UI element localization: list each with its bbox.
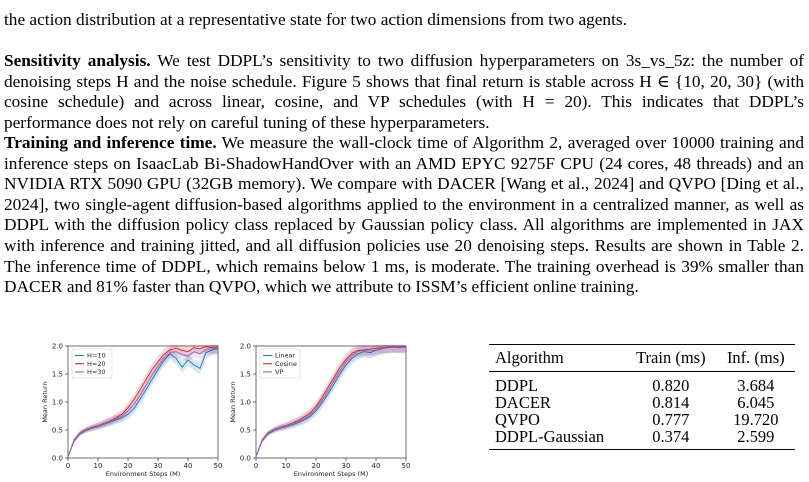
- sensitivity-paragraph: [4, 51, 804, 133]
- table-cell: 19.720: [733, 410, 779, 429]
- table-cell: 6.045: [737, 393, 775, 412]
- training-body: We measure the wall-clock time of Algorithm 2, averaged over 10000 training and inference steps on IsaacLab Bi-ShadowHandOver with an AMD EPYC 9275F CPU (24 cores, 48 threads) and an NVIDIA RTX 5090 GPU (32GB memory). We compare with DACER [Wang et al., 2024] and QVPO [Ding et al., 2024], two single-agent diffusion-based algorithms applied to the environment in a centralized manner, as well as DDPL with the diffusion policy class replaced by Gaussian policy class. All algorithms are implemented in JAX with inference and training jitted, and all diffusion policies use 20 denoising steps. Results are shown in Table 2. The inference time of DDPL, which remains below 1 ms, is moderate. The training overhead is 39% smaller than DACER and 81% faster than QVPO, which we attribute to ISSM’s efficient online training.: [4, 133, 804, 297]
- x-tick-label: 40: [183, 462, 193, 470]
- x-tick-label: 50: [401, 462, 411, 470]
- y-tick-label: 0.0: [51, 454, 63, 463]
- table-cell: 3.684: [737, 376, 775, 395]
- y-axis-label: Mean Return: [41, 381, 49, 423]
- y-tick-label: 1.5: [239, 370, 251, 379]
- table-cell: DDPL-Gaussian: [495, 427, 605, 446]
- legend-label: H=10: [87, 351, 106, 360]
- legend-label: VP: [275, 368, 284, 377]
- table-cell: 0.777: [652, 410, 690, 429]
- schedule-sensitivity-chart: [226, 340, 416, 478]
- x-tick-label: 50: [213, 462, 223, 470]
- y-tick-label: 0.0: [239, 454, 251, 463]
- timing-table: [489, 344, 795, 450]
- x-tick-label: 10: [281, 462, 291, 470]
- training-paragraph: [4, 133, 804, 298]
- table-header-train: Train (ms): [636, 348, 706, 367]
- y-axis-label: Mean Return: [229, 381, 237, 423]
- x-axis-label: Environment Steps (M): [293, 470, 369, 478]
- x-tick-label: 30: [341, 462, 351, 470]
- table-cell: DACER: [495, 393, 551, 412]
- table-row: [489, 428, 795, 450]
- x-axis-label: Environment Steps (M): [105, 470, 181, 478]
- x-tick-label: 20: [311, 462, 321, 470]
- table-cell: 0.374: [652, 427, 690, 446]
- legend-label: Cosine: [275, 359, 297, 368]
- table-cell: 0.820: [652, 376, 690, 395]
- y-tick-label: 0.5: [51, 426, 63, 435]
- table-header-inference: Inf. (ms): [726, 348, 785, 367]
- legend-label: H=30: [87, 368, 106, 377]
- x-tick-label: 20: [123, 462, 133, 470]
- x-tick-label: 40: [371, 462, 381, 470]
- y-tick-label: 2.0: [51, 342, 63, 351]
- table-cell: QVPO: [495, 410, 540, 429]
- y-tick-label: 2.0: [239, 342, 251, 351]
- table-cell: 0.814: [652, 393, 690, 412]
- x-tick-label: 30: [153, 462, 163, 470]
- x-tick-label: 0: [65, 462, 71, 470]
- table-cell: 2.599: [737, 427, 775, 446]
- y-tick-label: 0.5: [239, 426, 251, 435]
- y-tick-label: 1.0: [239, 398, 251, 407]
- sensitivity-heading: Sensitivity analysis.: [4, 51, 151, 70]
- y-tick-label: 1.5: [51, 370, 63, 379]
- horizon-sensitivity-chart: [38, 340, 228, 478]
- table-cell: DDPL: [495, 376, 539, 395]
- table-row: [489, 372, 795, 395]
- table-header-algorithm: Algorithm: [495, 348, 564, 367]
- table-row: [489, 394, 795, 411]
- x-tick-label: 10: [93, 462, 103, 470]
- intro-text: the action distribution at a representative state for two action dimensions from two agents.: [4, 10, 627, 29]
- intro-line: [4, 10, 804, 31]
- table-row: [489, 411, 795, 428]
- training-heading: Training and inference time.: [4, 133, 217, 152]
- x-tick-label: 0: [253, 462, 259, 470]
- y-tick-label: 1.0: [51, 398, 63, 407]
- legend-label: H=20: [87, 359, 106, 368]
- sensitivity-body: We test DDPL’s sensitivity to two diffusion hyperparameters on 3s_vs_5z: the number of denoising steps H and the noise schedule. Figure 5 shows that final return is stable across H ∈ {10, 20, 30} (with cosine schedule) and across linear, cosine, and VP schedules (with H = 20). This indicates that DDPL’s performance does not rely on careful tuning of these hyperparameters.: [4, 51, 804, 132]
- legend-label: Linear: [275, 351, 296, 360]
